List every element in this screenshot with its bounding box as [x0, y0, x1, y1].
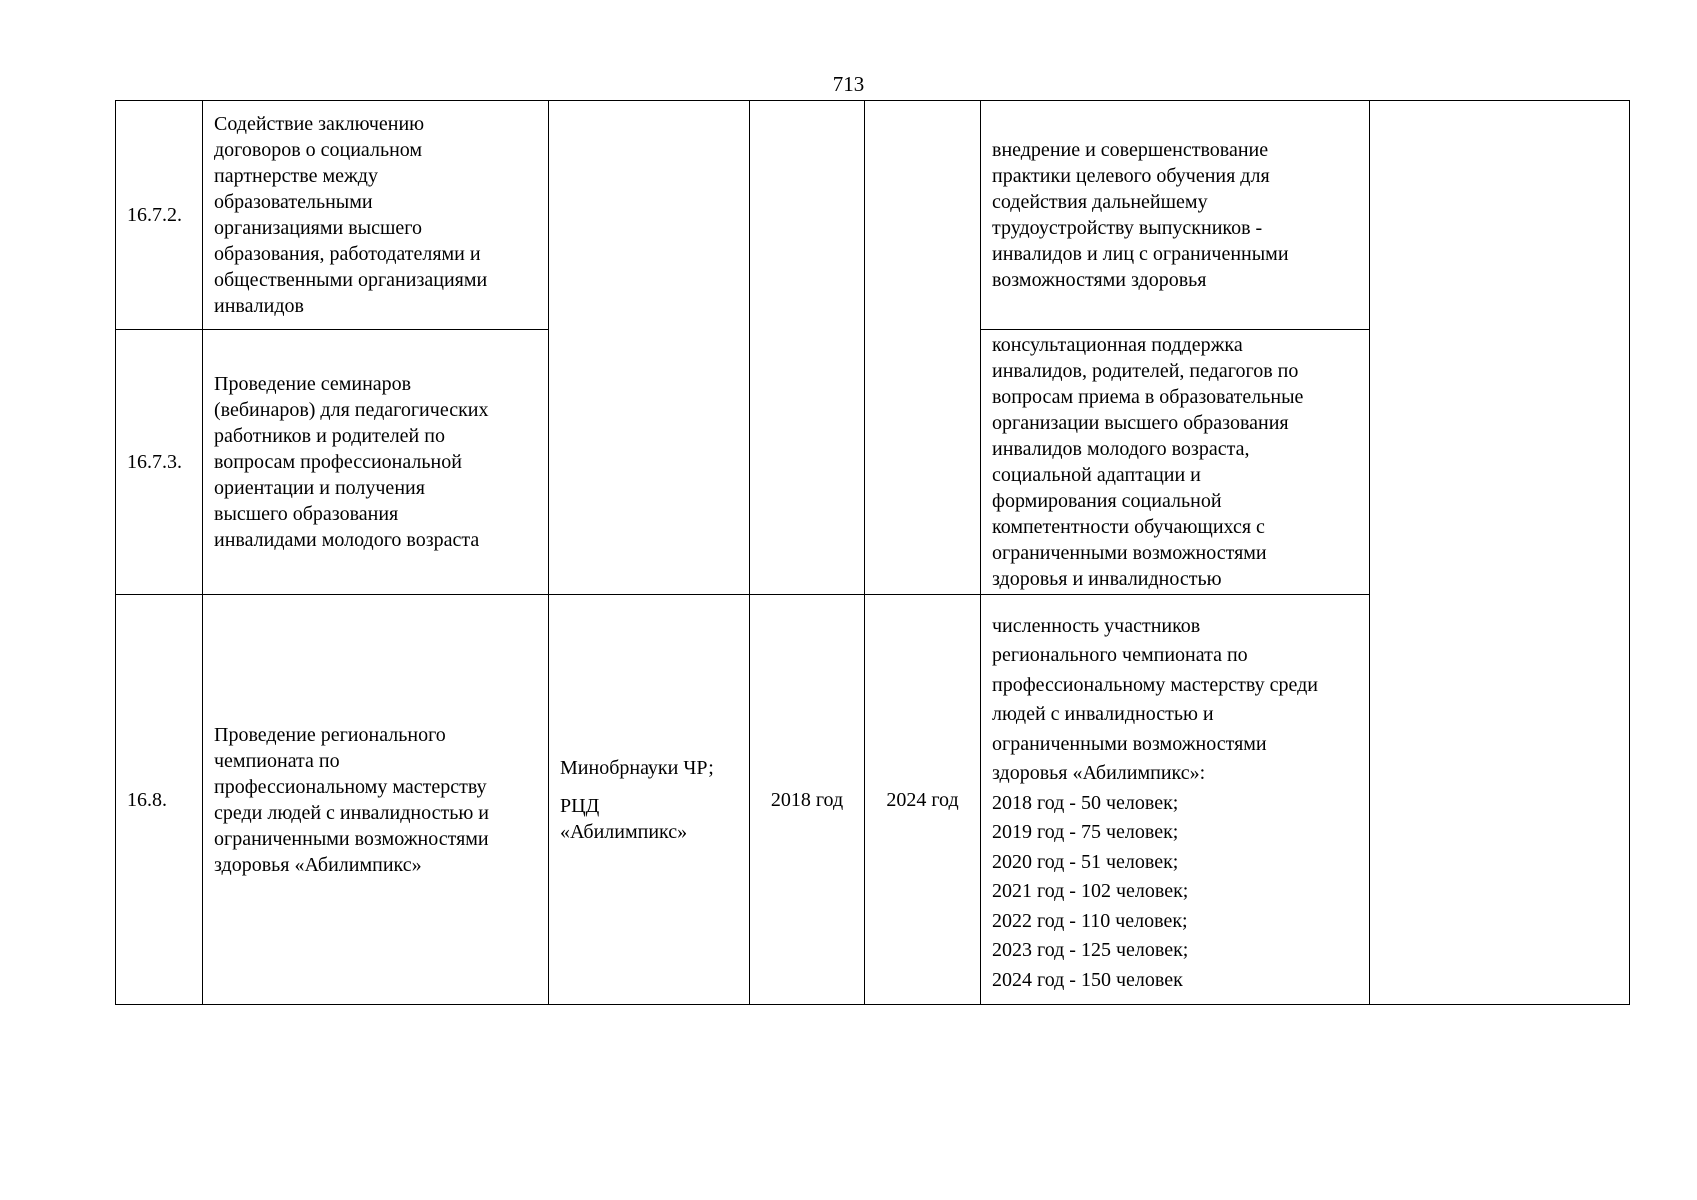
activity-line: Проведение регионального: [214, 723, 446, 746]
activity-line: договоров о социальном: [214, 139, 423, 161]
page-number: 713: [832, 72, 865, 96]
responsible-line: «Абилимпикс»: [560, 820, 688, 843]
row-number: 16.7.3.: [127, 451, 182, 473]
result-line: инвалидов, родителей, педагогов по: [992, 360, 1299, 382]
result-line: здоровья «Абилимпикс»:: [992, 762, 1206, 785]
responsible-cell-empty: [549, 101, 750, 595]
activity-line: образования, работодателями и: [214, 243, 481, 265]
result-line: практики целевого обучения для: [992, 165, 1270, 187]
activity-line: общественными организациями: [214, 269, 488, 291]
result-line: возможностями здоровья: [992, 269, 1207, 291]
result-cell: [981, 595, 1370, 1005]
result-cell: [981, 101, 1370, 330]
result-line: социальной адаптации и: [992, 464, 1201, 486]
result-line: инвалидов и лиц с ограниченными: [992, 243, 1289, 265]
activity-line: партнерстве между: [214, 165, 378, 187]
row-number: 16.7.2.: [127, 204, 182, 226]
result-line: внедрение и совершенствование: [992, 139, 1269, 161]
activity-line: высшего образования: [214, 503, 399, 525]
result-line: консультационная поддержка: [992, 334, 1243, 356]
notes-cell-empty: [1370, 101, 1630, 1005]
activity-line: (вебинаров) для педагогических: [214, 399, 489, 421]
result-line: 2020 год - 51 человек;: [992, 850, 1179, 873]
measures-table: [115, 100, 1630, 1005]
activity-line: среди людей с инвалидностью и: [214, 801, 489, 824]
row-number-cell: [116, 330, 203, 595]
result-line: компетентности обучающихся с: [992, 516, 1265, 538]
end-year: 2024 год: [886, 788, 959, 811]
start-year: 2018 год: [770, 788, 844, 811]
activity-line: ограниченными возможностями: [214, 827, 489, 850]
row-number-cell: [116, 595, 203, 1005]
activity-line: работников и родителей по: [214, 425, 445, 447]
row-number-cell: [116, 101, 203, 330]
end-cell-empty: [865, 101, 981, 595]
result-line: людей с инвалидностью и: [992, 703, 1214, 726]
activity-line: здоровья «Абилимпикс»: [214, 853, 422, 876]
result-cell: [981, 330, 1370, 595]
activity-line: организациями высшего: [214, 217, 422, 239]
result-line: 2024 год - 150 человек: [992, 968, 1183, 991]
result-line: 2021 год - 102 человек;: [992, 880, 1189, 903]
activity-line: Проведение семинаров: [214, 373, 412, 395]
result-line: формирования социальной: [992, 490, 1222, 512]
start-cell-empty: [750, 101, 865, 595]
responsible-cell: [549, 595, 750, 1005]
activity-line: вопросам профессиональной: [214, 451, 462, 473]
result-line: инвалидов молодого возраста,: [992, 438, 1250, 460]
result-line: 2018 год - 50 человек;: [992, 791, 1179, 814]
table-row: [116, 101, 1630, 330]
result-line: 2023 год - 125 человек;: [992, 939, 1189, 962]
result-line: здоровья и инвалидностью: [992, 568, 1222, 590]
responsible-line: Минобрнауки ЧР;: [560, 756, 714, 779]
activity-line: чемпионата по: [214, 749, 340, 772]
activity-line: инвалидов: [214, 295, 304, 317]
result-line: регионального чемпионата по: [992, 644, 1248, 667]
activity-line: Содействие заключению: [214, 113, 425, 135]
start-year-cell: [750, 595, 865, 1005]
row-number: 16.8.: [127, 788, 167, 811]
end-year-cell: [865, 595, 981, 1005]
result-line: профессиональному мастерству среди: [992, 673, 1318, 696]
result-line: вопросам приема в образовательные: [992, 386, 1304, 408]
result-line: организации высшего образования: [992, 412, 1289, 434]
activity-line: ориентации и получения: [214, 477, 425, 499]
activity-cell: [203, 330, 549, 595]
result-line: содействия дальнейшему: [992, 191, 1208, 213]
activity-line: профессиональному мастерству: [214, 775, 487, 798]
result-line: 2019 год - 75 человек;: [992, 821, 1179, 844]
activity-cell: [203, 595, 549, 1005]
activity-cell: [203, 101, 549, 330]
activity-line: образовательными: [214, 191, 373, 213]
result-line: ограниченными возможностями: [992, 732, 1267, 755]
activity-line: инвалидами молодого возраста: [214, 529, 480, 551]
result-line: трудоустройству выпускников -: [992, 217, 1263, 239]
result-line: 2022 год - 110 человек;: [992, 909, 1188, 932]
responsible-gap: [560, 781, 738, 793]
result-line: ограниченными возможностями: [992, 542, 1267, 564]
result-line: численность участников: [992, 614, 1201, 637]
responsible-line: РЦД: [560, 794, 600, 817]
